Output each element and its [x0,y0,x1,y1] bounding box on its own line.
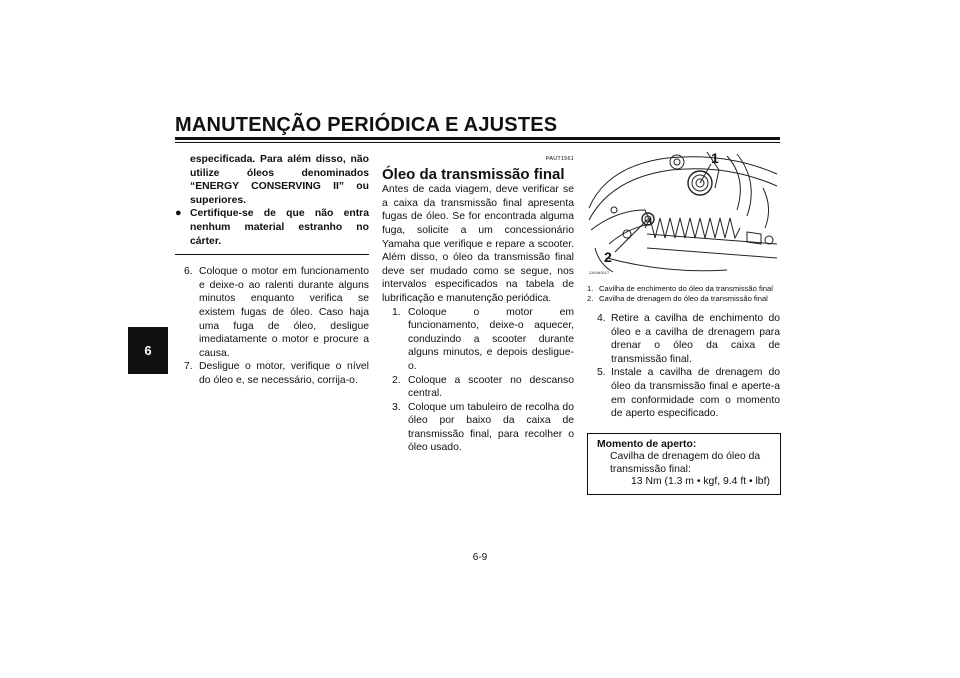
torque-spec-box [587,433,781,496]
transmission-figure [587,148,780,278]
column-middle [382,153,574,455]
spec-value: 13 Nm (1.3 m • kgf, 9.4 ft • lbf) [631,475,770,487]
list-item-text: Coloque o motor em funcionamento, deixe-o aquecer, conduzindo a scooter durante alguns minutos, e depois desligue-o. [408,306,574,372]
warning-bullet-item [175,207,369,248]
bullet-icon: ● [175,207,182,220]
list-item-number: 7. [184,361,193,373]
list-item-number: 1. [392,306,401,318]
caption-number: 1. [587,284,594,293]
list-item-text: Coloque um tabuleiro de recolha do óleo por baixo da caixa de transmissão final, para recolher o óleo usado. [408,401,574,454]
spec-title: Momento de aperto: [597,438,697,450]
transmission-drawing [587,148,780,278]
figure-label-2: 2 [604,249,612,265]
list-item [382,374,574,401]
caption-item [587,284,780,294]
list-item-number: 2. [392,374,401,386]
warning-bullet-text: Certifique-se de que não entra nenhum material estranho no cárter. [190,208,369,247]
list-item [175,265,369,360]
list-item [382,401,574,455]
list-item-text: Coloque a scooter no descanso central. [408,374,574,400]
caption-text: Cavilha de enchimento do óleo da transmissão final [599,284,773,293]
list-item-text: Desligue o motor, verifique o nível do óleo e, se necessário, corrija-o. [199,361,369,386]
list-item [175,360,369,387]
list-item [587,312,780,366]
list-item-number: 5. [597,367,606,379]
steps-list [587,312,780,421]
list-item-text: Retire a cavilha de enchimento do óleo e a cavilha de drenagem para drenar o óleo da caixa de transmissão final. [611,313,780,365]
spec-line: Cavilha de drenagem do óleo da transmissão final: [610,451,761,475]
page-title: MANUTENÇÃO PERIÓDICA E AJUSTES [175,114,558,136]
caption-number: 2. [587,293,594,303]
list-item-number: 6. [184,266,193,278]
header-rule [175,137,780,140]
warning-end-rule [175,254,369,255]
chapter-tab: 6 [128,327,168,374]
header-rule-thin [175,142,780,143]
caption-text: Cavilha de drenagem do óleo da transmissão final [599,293,768,303]
column-left [175,153,369,388]
warning-continuation: especificada. Para além disso, não utilize óleos denominados “ENERGY CONSERVING II” ou superiores. [190,154,369,206]
section-code: PAUT1561 [545,156,574,162]
figure-caption [587,284,780,303]
section-intro: Antes de cada viagem, deve verificar se a caixa da transmissão final apresenta fugas de óleo. Se for encontrada alguma fuga, solicite a um concessionário Yamaha que verifique e repare a scooter. Além disso, o óleo da transmissão final deve ser mudado como se segue, nos intervalos especificados na tabela de lubrificação e manutenção periódica. [382,184,574,304]
section-title: Óleo da transmissão final [382,165,565,183]
caption-item [587,294,780,304]
list-item [382,306,574,374]
page-number: 6-9 [472,552,488,563]
list-item-text: Instale a cavilha de drenagem do óleo da transmissão final e aperte-a em conformidade com o momento de aperto especificado. [611,367,780,420]
list-item-text: Coloque o motor em funcionamento e deixe-o ao ralenti durante alguns minutos enquanto verifica se existem fugas de óleo. Caso haja uma fuga de óleo, desligue imediatamente o motor e procure a causa. [199,266,369,359]
list-item-number: 4. [597,313,606,324]
list-item [587,366,780,420]
figure-code: ZAUM0017 [589,270,610,275]
column-right [587,148,780,495]
list-item-number: 3. [392,401,401,413]
figure-label-1: 1 [711,150,719,166]
